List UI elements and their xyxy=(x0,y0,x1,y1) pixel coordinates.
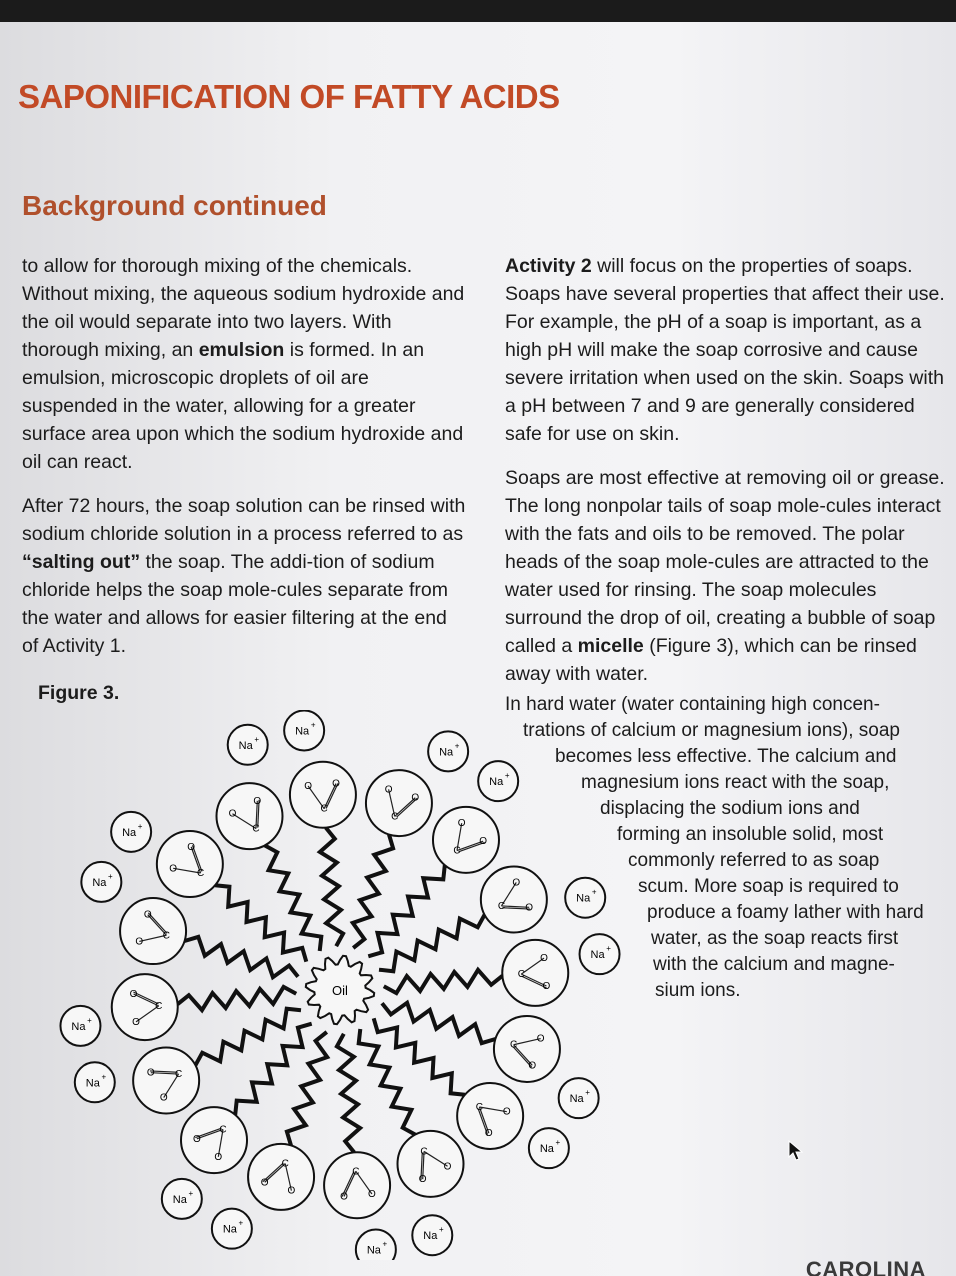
hydrocarbon-tail xyxy=(353,835,393,949)
ion-charge-label: + xyxy=(254,734,260,744)
sodium-ion-label: Na xyxy=(423,1230,438,1243)
ion-charge-label: + xyxy=(87,1015,92,1025)
oxygen-label: O xyxy=(418,1174,427,1186)
ion-charge-label: + xyxy=(504,771,510,781)
oxygen-label: O xyxy=(540,953,548,965)
figure-label: Figure 3. xyxy=(38,682,120,704)
polar-head xyxy=(112,974,178,1040)
carbon-label: C xyxy=(475,1101,484,1113)
ion-charge-label: + xyxy=(555,1138,561,1148)
carbon-label: C xyxy=(497,900,506,912)
text: the soap. The addi-tion of sodium chloride helps the soap mole-cules separate from the water and allows for easier filtering at the end of Activity 1. xyxy=(22,551,448,657)
carbon-label: C xyxy=(352,1166,360,1178)
sodium-ion-label: Na xyxy=(122,826,137,839)
oxygen-label: O xyxy=(287,1185,296,1197)
polar-head xyxy=(324,1152,390,1218)
oxygen-label: O xyxy=(525,902,534,914)
ion-charge-label: + xyxy=(382,1239,388,1249)
text-line: produce a foamy lather with hard xyxy=(647,902,924,923)
polar-head xyxy=(398,1131,464,1197)
text: will focus on the properties of soaps. Soaps have several properties that affect their use. For example, the pH of a soap is important, as a high pH will make the soap corrosive and cause severe irritation when used on the skin. Soaps with a pH between 7 and 9 are generally considered safe for use on skin. xyxy=(505,255,945,445)
sodium-ion-label: Na xyxy=(222,1223,237,1236)
right-column xyxy=(505,252,945,688)
oxygen-label: O xyxy=(129,989,138,1001)
carbon-label: C xyxy=(420,1146,428,1158)
polar-head xyxy=(120,898,186,964)
oxygen-label: O xyxy=(340,1191,348,1203)
oxygen-label: O xyxy=(384,784,393,796)
carbon-label: C xyxy=(252,823,260,835)
oxygen-label: O xyxy=(536,1033,545,1045)
hydrocarbon-tail xyxy=(320,828,343,947)
sodium-ion-label: Na xyxy=(539,1143,554,1156)
text: After 72 hours, the soap solution can be rinsed with sodium chloride solution in a process referred to as xyxy=(22,495,466,545)
carbon-label: C xyxy=(517,969,525,981)
ion-charge-label: + xyxy=(310,720,316,730)
oxygen-label: O xyxy=(542,980,551,992)
hydrocarbon-tail xyxy=(384,970,503,993)
sodium-ion-label: Na xyxy=(569,1093,584,1106)
oxygen-label: O xyxy=(411,792,420,804)
paragraph-activity-2 xyxy=(505,252,945,448)
ion-charge-label: + xyxy=(108,871,113,881)
polar-head xyxy=(433,807,499,873)
term-activity-2: Activity 2 xyxy=(505,255,592,277)
ion-charge-label: + xyxy=(454,741,460,751)
paragraph-emulsion xyxy=(22,252,467,476)
carbon-label: C xyxy=(162,930,171,942)
ion-charge-label: + xyxy=(238,1218,244,1228)
polar-head xyxy=(133,1048,199,1114)
text-line: water, as the soap reacts first xyxy=(651,928,899,949)
ion-charge-label: + xyxy=(606,944,611,954)
section-subtitle: Background continued xyxy=(22,190,327,221)
oxygen-label: O xyxy=(132,1016,140,1028)
carbon-label: C xyxy=(320,803,328,815)
carbon-label: C xyxy=(391,811,399,823)
polar-head xyxy=(290,762,356,828)
text: Soaps are most effective at removing oil or grease. The long nonpolar tails of soap mole-cules interact with the fats and oils to be removed. The polar heads of the soap mole-cules are attracted to the water used for rinsing. The soap molecules surround the drop of oil, creating a bubble of soap called a xyxy=(505,467,945,657)
oxygen-label: O xyxy=(143,909,152,921)
carbon-label: C xyxy=(196,868,205,880)
carbon-label: C xyxy=(509,1039,518,1051)
oxygen-label: O xyxy=(135,936,144,948)
oxygen-label: O xyxy=(332,778,340,790)
sodium-ion-label: Na xyxy=(172,1193,187,1206)
sodium-ion-label: Na xyxy=(71,1020,86,1033)
sodium-ion-label: Na xyxy=(366,1244,381,1257)
hydrocarbon-tail xyxy=(185,937,299,977)
oxygen-label: O xyxy=(368,1188,376,1200)
hydrocarbon-tail xyxy=(374,1018,465,1095)
term-emulsion: emulsion xyxy=(198,339,285,361)
polar-head xyxy=(216,783,282,849)
polar-head xyxy=(481,866,547,932)
oxygen-label: O xyxy=(253,795,262,807)
ion-charge-label: + xyxy=(137,821,143,831)
oxygen-label: O xyxy=(528,1060,537,1072)
polar-head xyxy=(366,770,432,836)
mouse-cursor-icon xyxy=(788,1140,804,1162)
polar-head xyxy=(248,1144,314,1210)
text-line: scum. More soap is required to xyxy=(638,876,899,897)
sodium-ion-label: Na xyxy=(439,746,454,759)
text: to allow for thorough mixing of the chemicals. Without mixing, the aqueous sodium hydroxide and the oil would separate into two layers. With thorough mixing, an xyxy=(22,255,465,361)
oxygen-label: O xyxy=(146,1067,155,1079)
oxygen-label: O xyxy=(502,1106,511,1118)
carbon-label: C xyxy=(174,1069,183,1081)
hydrocarbon-tail xyxy=(235,1024,312,1115)
sodium-ion-label: Na xyxy=(85,1077,100,1090)
screen xyxy=(0,22,956,1276)
text-line: commonly referred to as soap xyxy=(628,850,880,871)
ion-charge-label: + xyxy=(591,887,597,897)
oxygen-label: O xyxy=(443,1161,452,1173)
oxygen-label: O xyxy=(192,1133,201,1145)
text: (Figure 3), which can be rinsed away with water. xyxy=(505,635,917,685)
oxygen-label: O xyxy=(260,1177,269,1189)
text-line: trations of calcium or magnesium ions), soap xyxy=(523,720,900,741)
hydrocarbon-tail xyxy=(287,1032,327,1146)
polar-head xyxy=(494,1016,560,1082)
text-line: sium ions. xyxy=(655,980,741,1001)
oxygen-label: O xyxy=(479,836,488,848)
carbon-label: C xyxy=(453,845,461,857)
hydrocarbon-tail xyxy=(337,1034,360,1153)
carolina-logo: CAROLINA xyxy=(805,1258,926,1276)
ion-charge-label: + xyxy=(438,1225,444,1235)
text-line: displacing the sodium ions and xyxy=(600,798,860,819)
left-column xyxy=(22,252,467,660)
carbon-label: C xyxy=(155,1000,163,1012)
carbon-label: C xyxy=(219,1124,227,1136)
oxygen-label: O xyxy=(214,1151,223,1163)
oxygen-label: O xyxy=(228,808,237,820)
polar-head xyxy=(502,940,568,1006)
hydrocarbon-tail xyxy=(382,1003,496,1043)
text-line: with the calcium and magne- xyxy=(653,954,895,975)
oxygen-label: O xyxy=(159,1092,168,1104)
oil-label: Oil xyxy=(332,983,348,998)
text: is formed. In an emulsion, microscopic droplets of oil are suspended in the water, allowing for a greater surface area upon which the sodium hydroxide and oil can react. xyxy=(22,339,464,473)
oxygen-label: O xyxy=(484,1128,493,1140)
ion-charge-label: + xyxy=(101,1072,107,1082)
sodium-ion-label: Na xyxy=(590,949,605,962)
polar-head xyxy=(181,1107,247,1173)
text-line: In hard water (water containing high concen- xyxy=(505,694,880,715)
page-title: SAPONIFICATION OF FATTY ACIDS xyxy=(18,78,560,115)
sodium-ion-label: Na xyxy=(238,739,253,752)
sodium-ion-label: Na xyxy=(489,776,504,789)
sodium-ion-label: Na xyxy=(295,725,310,738)
text-line: magnesium ions react with the soap, xyxy=(581,772,890,793)
sodium-ion-label: Na xyxy=(92,876,107,889)
term-micelle: micelle xyxy=(577,635,644,657)
oxygen-label: O xyxy=(457,818,466,830)
hydrocarbon-tail xyxy=(368,865,445,956)
oxygen-label: O xyxy=(304,781,312,793)
paragraph-salting-out xyxy=(22,492,467,660)
hydrocarbon-tail xyxy=(215,885,306,962)
micelle-diagram xyxy=(50,710,640,1260)
text-line: becomes less effective. The calcium and xyxy=(555,746,897,767)
ion-charge-label: + xyxy=(188,1188,194,1198)
carbon-label: C xyxy=(281,1158,289,1170)
term-salting-out: “salting out” xyxy=(22,551,141,573)
sodium-ion-label: Na xyxy=(576,892,591,905)
text-line: forming an insoluble solid, most xyxy=(617,824,884,845)
paragraph-micelle xyxy=(505,464,945,688)
oxygen-label: O xyxy=(512,877,521,889)
hydrocarbon-tail xyxy=(178,987,297,1010)
oxygen-label: O xyxy=(187,841,196,853)
ion-charge-label: + xyxy=(585,1088,590,1098)
oxygen-label: O xyxy=(169,863,178,875)
